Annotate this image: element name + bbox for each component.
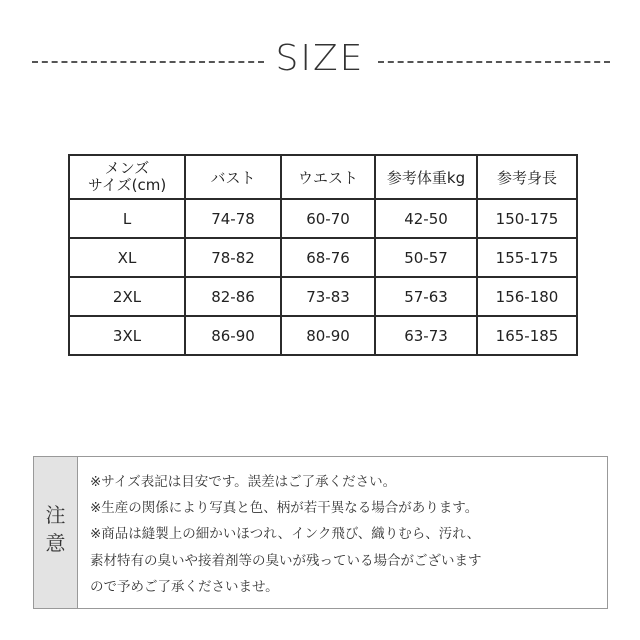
table-corner-header bbox=[69, 155, 185, 199]
page-title: SIZE bbox=[275, 38, 365, 79]
table-cell: 82-86 bbox=[185, 277, 281, 316]
row-size-label: L bbox=[69, 199, 185, 238]
table-row bbox=[69, 277, 577, 316]
title-dashed-line-right bbox=[378, 61, 610, 63]
table-cell: 57-63 bbox=[375, 277, 477, 316]
notice-label-column bbox=[34, 457, 78, 608]
notice-text bbox=[90, 469, 602, 600]
notice-line: ので予めご了承くださいませ。 bbox=[90, 578, 279, 595]
size-table bbox=[68, 154, 578, 356]
table-header-row bbox=[69, 155, 577, 199]
row-size-label: 3XL bbox=[69, 316, 185, 355]
table-row bbox=[69, 316, 577, 355]
column-header-height: 参考身長 bbox=[477, 155, 577, 199]
table-cell: 42-50 bbox=[375, 199, 477, 238]
title-dashed-line-left bbox=[32, 61, 264, 63]
notice-line: ※商品は縫製上の細かいほつれ、インク飛び、織りむら、汚れ、 bbox=[90, 526, 481, 543]
notice-box bbox=[33, 456, 608, 609]
table-cell: 63-73 bbox=[375, 316, 477, 355]
row-size-label: XL bbox=[69, 238, 185, 277]
table-cell: 80-90 bbox=[281, 316, 375, 355]
table-cell: 74-78 bbox=[185, 199, 281, 238]
table-cell: 68-76 bbox=[281, 238, 375, 277]
table-cell: 73-83 bbox=[281, 277, 375, 316]
table-cell: 86-90 bbox=[185, 316, 281, 355]
column-header-weight: 参考体重kg bbox=[375, 155, 477, 199]
corner-label-line1: メンズ bbox=[104, 159, 150, 177]
notice-line: 素材特有の臭いや接着剤等の臭いが残っている場合がございます bbox=[90, 552, 482, 569]
table-row bbox=[69, 199, 577, 238]
table-cell: 78-82 bbox=[185, 238, 281, 277]
column-header-waist: ウエスト bbox=[281, 155, 375, 199]
corner-label-line2: サイズ(cm) bbox=[87, 176, 167, 194]
row-size-label: 2XL bbox=[69, 277, 185, 316]
notice-line: ※サイズ表記は目安です。誤差はご了承ください。 bbox=[90, 474, 397, 490]
table-cell: 150-175 bbox=[477, 199, 577, 238]
table-row bbox=[69, 238, 577, 277]
notice-label bbox=[34, 501, 77, 557]
column-header-bust: バスト bbox=[185, 155, 281, 199]
notice-label-char2: 意 bbox=[45, 531, 66, 555]
notice-label-char1: 注 bbox=[45, 503, 66, 527]
notice-line: ※生産の関係により写真と色、柄が若干異なる場合があります。 bbox=[90, 500, 479, 517]
title-row bbox=[0, 34, 640, 90]
table-cell: 165-185 bbox=[477, 316, 577, 355]
table-cell: 50-57 bbox=[375, 238, 477, 277]
table-cell: 156-180 bbox=[477, 277, 577, 316]
table-cell: 155-175 bbox=[477, 238, 577, 277]
table-cell: 60-70 bbox=[281, 199, 375, 238]
